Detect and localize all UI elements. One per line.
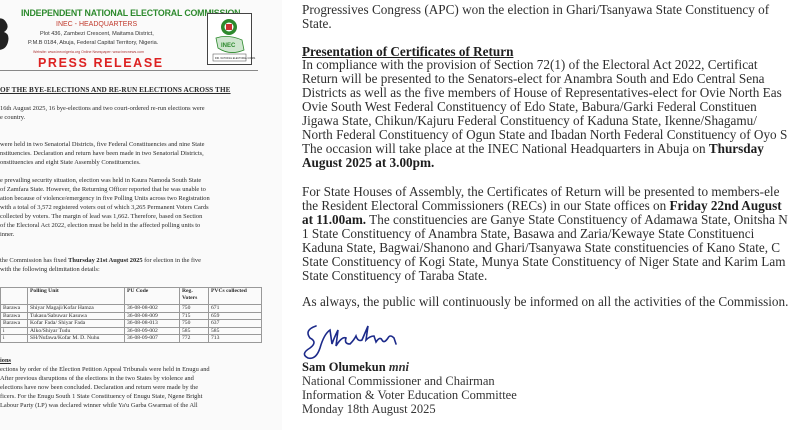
certificates-heading: Presentation of Certificates of Return [302, 44, 514, 59]
column-header [1, 288, 28, 305]
paragraph-line: State. [302, 16, 332, 31]
paragraph-line: Return will be presented to the Senators-elect for Anambra South and Edo Central Sena [302, 71, 765, 86]
table-cell: 36-08-09-007 [125, 335, 180, 343]
paragraph-line [0, 257, 268, 266]
state-event-date: Friday 22nd August [669, 198, 782, 213]
paragraph-line: Jigawa State, Chikun/Kajuru Federal Constituency of Kaduna State, Ikenne/Shagamu/ [302, 113, 757, 128]
paragraph-line: Districts as well as the five members of House of Representatives-elect for Ovie North Eas [302, 85, 782, 100]
table-cell: SH/Nufawa/Kofar M. D. Nuhu [28, 335, 125, 343]
paragraph-line: ections by order of the Election Petition Appeal Tribunals were held in Enugu and [0, 366, 210, 373]
website-line: Website: www.inecnigeria.org Online Newspaper: www.inecnews.com [33, 50, 144, 54]
table-cell: 715 [180, 312, 209, 320]
org-name: INDEPENDENT NATIONAL ELECTORAL COMMISSION [21, 8, 241, 19]
letterhead-rule [0, 70, 258, 71]
table-cell: 637 [209, 320, 262, 328]
paragraph-line: nstituencies. Declaration and return have been made in two Senatorial Districts, [0, 150, 204, 157]
table-cell: Alko/Shiyar Tudu [28, 327, 125, 335]
column-header: PVCs collected [209, 288, 262, 305]
paragraph-line: 1 State Constituency of Anambra State, Basawa and Zaria/Kewaye State Constituenci [302, 226, 755, 241]
polling-units-table [0, 287, 262, 343]
table-cell: 585 [209, 327, 262, 335]
table-row [1, 312, 262, 320]
event-day: Thursday [708, 141, 764, 156]
paragraph-line: State Constituency of Taraba State. [302, 268, 488, 283]
table-header-row [1, 288, 262, 305]
table-cell: 671 [209, 305, 262, 313]
text-run: the Resident Electoral Commissioners (RECs) in our State offices on [302, 198, 670, 213]
paragraph-line: of the Electoral Act 2022, election must be held in the affected polling units to [0, 222, 201, 229]
paragraph-line: onstituencies and eight State Assembly Constituencies. [0, 159, 141, 166]
paragraph-line: State Constituency of Kogi State, Munya State Constituency of Niger State and Karim Lam [302, 254, 786, 269]
table-cell: 750 [180, 305, 209, 313]
document-heading: OF THE BYE-ELECTIONS AND RE-RUN ELECTIONS ACROSS THE [0, 86, 231, 94]
paragraph-line: ficers. For the Enugu South 1 State Constituency of Enugu State, Ngene Bright [0, 393, 203, 400]
svg-text:INEC: INEC [221, 43, 236, 49]
table-cell: 750 [180, 320, 209, 328]
paragraph-line: After previous disruptions of the elections in the two States by violence and [0, 375, 194, 382]
table-cell: 36-08-08-013 [125, 320, 180, 328]
column-header: Reg. Voters [180, 288, 209, 305]
paragraph-line: were held in two Senatorial Districts, five Federal Constituencies and nine State [0, 141, 205, 148]
table-cell: 659 [209, 312, 262, 320]
paragraph-line: elections have now been concluded. Declaration and return were made by the [0, 384, 199, 391]
paragraph-line [302, 156, 434, 170]
address-line-1: Plot 436, Zambezi Crescent, Maitama District, [40, 31, 154, 37]
column-header: Polling Unit [28, 288, 125, 305]
text-run: The constituencies are Ganye State Constituency of Adamawa State, Onitsha N [366, 212, 788, 227]
paragraph-line: collected by voters. The margin of lead was 1,662. Therefore, based on Section [0, 213, 203, 220]
table-cell: 36-08-09-002 [125, 327, 180, 335]
letterhead [0, 0, 282, 70]
paragraph-line [302, 142, 764, 156]
signatory-name: Sam Olumekun [302, 360, 386, 374]
table-row [1, 327, 262, 335]
table-row [1, 320, 262, 328]
text-run: the Commission has fixed Thursday 21st August 2025 for election in the five [0, 257, 201, 264]
paragraph-line: For State Houses of Assembly, the Certificates of Return will be presented to members-ele [302, 184, 780, 199]
signatory-committee: Information & Voter Education Committee [302, 388, 517, 402]
paragraph-line: Labour Party (LP) was declared winner while Ya'u Garba Gwarmai of the All [0, 402, 198, 409]
paragraph-line: Progressives Congress (APC) won the election in Ghari/Tsanyawa State Constituency of [302, 2, 770, 17]
table-cell: 36-08-08-002 [125, 305, 180, 313]
table-cell: Barawa [1, 320, 28, 328]
paragraph-line [302, 213, 788, 227]
paragraph-line: e country. [0, 114, 26, 121]
table-cell: Barawa [1, 312, 28, 320]
table-cell: i [1, 335, 28, 343]
signatory-title: National Commissioner and Chairman [302, 374, 495, 388]
table-cell: Barawa [1, 305, 28, 313]
table-cell: 772 [180, 335, 209, 343]
page-divider [282, 0, 290, 430]
coat-of-arms-icon [0, 16, 14, 52]
press-release-page-1 [0, 0, 282, 430]
table-cell: Tukasu/Sabuwar Kasuwa [28, 312, 125, 320]
inec-logo-icon [207, 13, 256, 65]
signatory-name-line [302, 360, 409, 375]
table-row [1, 305, 262, 313]
paragraph-line: e prevailing security situation, election was held in Kaura Namoda South State [0, 177, 202, 184]
paragraph-line: of Zamfara State. However, the Returning Officer reported that he was unable to [0, 186, 206, 193]
press-release-title: PRESS RELEASE [38, 56, 164, 70]
paragraph-line: 16th August 2025, 16 bye-elections and two court-ordered re-run elections were [0, 105, 205, 112]
paragraph-line [302, 199, 782, 213]
address-line-2: P.M.B 0184, Abuja, Federal Capital Territory, Nigeria. [28, 40, 159, 46]
signatory-suffix: mni [388, 360, 409, 374]
table-cell: Kofar Fada/ Shiyar Fada [28, 320, 125, 328]
paragraph-line: with a total of 3,572 registered voters out of which 3,265 Permanent Voters Cards [0, 204, 209, 211]
paragraph-line: Kaduna State, Bagwai/Shanono and Ghari/Tsanyawa State constituencies of Kano State, C [302, 240, 781, 255]
table-cell: 36-08-08-009 [125, 312, 180, 320]
release-date: Monday 18th August 2025 [302, 402, 436, 416]
paragraph-line: Ovie South West Federal Constituency of Edo State, Babura/Garki Federal Constituen [302, 99, 757, 114]
svg-text:IND. NATIONAL ELECTORAL COMM.: IND. NATIONAL ELECTORAL COMM. [215, 57, 256, 60]
table-cell: i [1, 327, 28, 335]
table-cell: 713 [209, 335, 262, 343]
table-cell: 585 [180, 327, 209, 335]
event-datetime: August 2025 at 3.00pm. [302, 155, 435, 170]
hq-subtitle: INEC - HEADQUARTERS [56, 21, 138, 28]
closing-statement: As always, the public will continuously be informed on all the activities of the Commission. [302, 294, 788, 309]
election-date: Thursday 21st August 2025 [68, 257, 143, 264]
paragraph-line: North Federal Constituency of Ogun State and Ibadan North Federal Constituency of Oyo S [302, 127, 788, 142]
paragraph-line: with the following delimitation details: [0, 266, 100, 273]
paragraph-line: ation because of violence/emergency in five Polling Units across two Registration [0, 195, 210, 202]
state-event-time: at 11.00am. [302, 212, 367, 227]
press-release-page-2 [290, 0, 788, 430]
paragraph-line: inner. [0, 231, 15, 238]
table-row [1, 335, 262, 343]
signature-icon [302, 318, 422, 360]
column-header: PU Code [125, 288, 180, 305]
paragraph-line: In compliance with the provision of Section 72(1) of the Electoral Act 2022, Certificat [302, 57, 758, 72]
section-subheading: ions [0, 357, 12, 364]
text-run: The occasion will take place at the INEC National Headquarters in Abuja on [302, 141, 709, 156]
table-cell: Shiyar Magaji/Kofar Hamza [28, 305, 125, 313]
